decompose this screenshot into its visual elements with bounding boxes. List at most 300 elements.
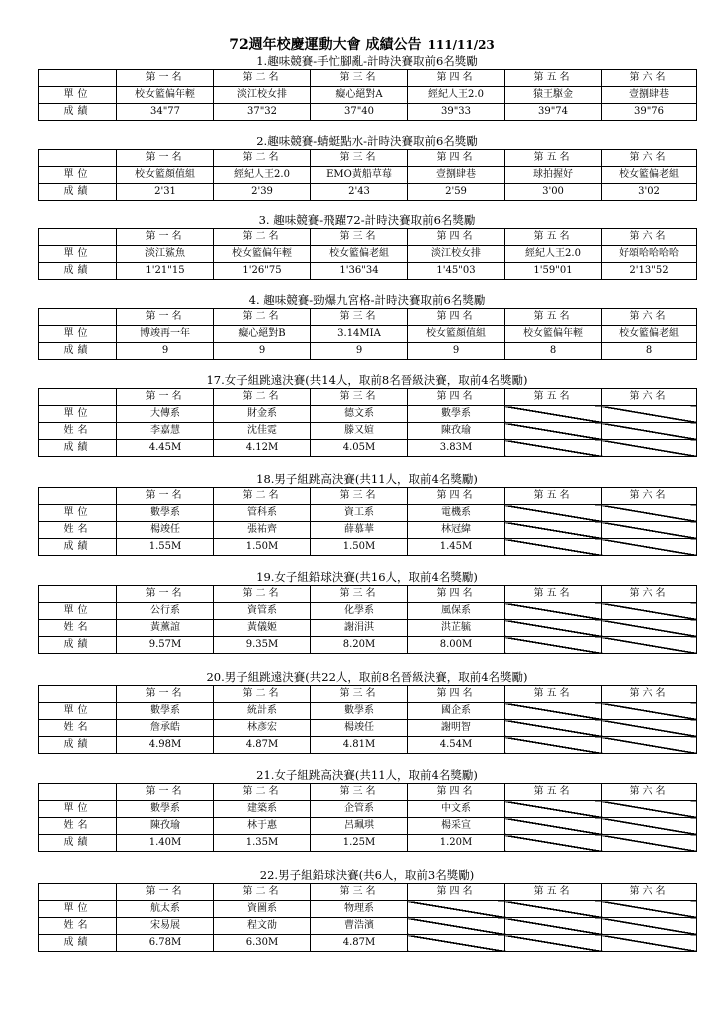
results-section — [38, 472, 696, 556]
rank-header: 第一名 — [117, 488, 214, 505]
table-row — [39, 737, 697, 754]
rank-header: 第一名 — [117, 309, 214, 326]
header-row — [39, 488, 697, 505]
result-cell: 數學系 — [117, 703, 214, 720]
result-cell: 猿王駆金 — [505, 87, 602, 104]
empty-cell — [505, 539, 602, 556]
result-cell: 6.78M — [117, 935, 214, 952]
result-cell: 校女籃顏值組 — [117, 167, 214, 184]
result-cell: 楊采宣 — [408, 818, 505, 835]
result-cell: 數學系 — [117, 801, 214, 818]
row-label: 成績 — [39, 737, 117, 754]
empty-cell — [505, 918, 602, 935]
section-title: 17.女子組跳遠決賽(共14人，取前8名晉級決賽，取前4名獎勵) — [206, 373, 528, 387]
table-row — [39, 818, 697, 835]
empty-cell — [602, 918, 697, 935]
row-label: 單位 — [39, 87, 117, 104]
result-cell: 校女籃偏年輕 — [117, 87, 214, 104]
row-label: 姓名 — [39, 423, 117, 440]
table-row — [39, 505, 697, 522]
rank-header: 第五名 — [505, 229, 602, 246]
header-row — [39, 784, 697, 801]
empty-cell — [505, 935, 602, 952]
result-cell: 9.35M — [214, 637, 311, 654]
result-cell: 2'39 — [214, 184, 311, 201]
rank-header: 第四名 — [408, 784, 505, 801]
result-cell: 謝明智 — [408, 720, 505, 737]
announcement-date: 111/11/23 — [427, 38, 495, 52]
rank-header: 第六名 — [602, 586, 697, 603]
result-cell: 李嘉慧 — [117, 423, 214, 440]
empty-cell — [602, 406, 697, 423]
result-cell: 1.55M — [117, 539, 214, 556]
result-cell: 3.83M — [408, 440, 505, 457]
header-row — [39, 70, 697, 87]
row-label: 成績 — [39, 104, 117, 121]
results-section — [38, 868, 696, 952]
rank-header: 第五名 — [505, 150, 602, 167]
result-cell: 1.50M — [214, 539, 311, 556]
result-cell: 球拍握好 — [505, 167, 602, 184]
rank-header: 第三名 — [311, 884, 408, 901]
table-row — [39, 343, 697, 360]
result-cell: 8.00M — [408, 637, 505, 654]
empty-cell — [505, 440, 602, 457]
result-cell: 壹捌肆巷 — [602, 87, 697, 104]
header-row — [39, 229, 697, 246]
section-title: 4. 趣味競賽-勁爆九宮格-計時決賽取前6名獎勵 — [248, 293, 486, 307]
header-row — [39, 150, 697, 167]
corner-cell — [39, 686, 117, 703]
result-cell: 國企系 — [408, 703, 505, 720]
section-title: 19.女子組鉛球決賽(共16人，取前4名獎勵) — [256, 570, 478, 584]
results-table — [38, 228, 697, 280]
section-title: 18.男子組跳高決賽(共11人，取前4名獎勵) — [256, 472, 478, 486]
result-cell: 林彥宏 — [214, 720, 311, 737]
results-section — [38, 670, 696, 754]
table-row — [39, 104, 697, 121]
section-title: 21.女子組跳高決賽(共11人，取前4名獎勵) — [256, 768, 478, 782]
rank-header: 第五名 — [505, 309, 602, 326]
table-row — [39, 901, 697, 918]
result-cell: 校女籃偏老組 — [311, 246, 408, 263]
rank-header: 第五名 — [505, 686, 602, 703]
result-cell: 淡江校女排 — [214, 87, 311, 104]
result-cell: 謝涓淇 — [311, 620, 408, 637]
result-cell: 4.81M — [311, 737, 408, 754]
rank-header: 第二名 — [214, 309, 311, 326]
result-cell: 4.87M — [214, 737, 311, 754]
result-cell: 中文系 — [408, 801, 505, 818]
row-label: 單位 — [39, 167, 117, 184]
row-label: 單位 — [39, 406, 117, 423]
result-cell: 1.35M — [214, 835, 311, 852]
result-cell: 數學系 — [408, 406, 505, 423]
empty-cell — [602, 703, 697, 720]
result-cell: 程文劭 — [214, 918, 311, 935]
rank-header: 第三名 — [311, 150, 408, 167]
row-label: 成績 — [39, 637, 117, 654]
result-cell: 壹捌肆巷 — [408, 167, 505, 184]
rank-header: 第四名 — [408, 309, 505, 326]
results-section — [38, 373, 696, 457]
rank-header: 第三名 — [311, 488, 408, 505]
row-label: 成績 — [39, 184, 117, 201]
result-cell: 數學系 — [311, 703, 408, 720]
result-cell: 8.20M — [311, 637, 408, 654]
result-cell: 1.45M — [408, 539, 505, 556]
rank-header: 第六名 — [602, 488, 697, 505]
table-row — [39, 539, 697, 556]
table-row — [39, 801, 697, 818]
header-row — [39, 884, 697, 901]
rank-header: 第四名 — [408, 70, 505, 87]
empty-cell — [505, 637, 602, 654]
result-cell: 黃儀姬 — [214, 620, 311, 637]
rank-header: 第四名 — [408, 686, 505, 703]
result-cell: 校女籃偏老組 — [602, 326, 697, 343]
result-cell: 37"40 — [311, 104, 408, 121]
result-cell: 8 — [602, 343, 697, 360]
corner-cell — [39, 229, 117, 246]
empty-cell — [505, 423, 602, 440]
result-cell: 39"33 — [408, 104, 505, 121]
table-row — [39, 835, 697, 852]
rank-header: 第一名 — [117, 150, 214, 167]
result-cell: 陳孜瑜 — [117, 818, 214, 835]
empty-cell — [408, 935, 505, 952]
table-row — [39, 263, 697, 280]
results-section — [38, 570, 696, 654]
result-cell: 校女籃顏值組 — [408, 326, 505, 343]
rank-header: 第五名 — [505, 586, 602, 603]
section-title: 1.趣味競賽-手忙腳亂-計時決賽取前6名獎勵 — [256, 54, 478, 68]
result-cell: 癡心絕對A — [311, 87, 408, 104]
result-cell: 好頌哈哈哈哈 — [602, 246, 697, 263]
result-cell: 宋易展 — [117, 918, 214, 935]
corner-cell — [39, 309, 117, 326]
result-cell: 大傳系 — [117, 406, 214, 423]
result-cell: 淡江鯊魚 — [117, 246, 214, 263]
result-cell: 電機系 — [408, 505, 505, 522]
result-cell: EMO黃船草莓 — [311, 167, 408, 184]
corner-cell — [39, 488, 117, 505]
section-title: 22.男子組鉛球決賽(共6人，取前3名獎勵) — [259, 868, 475, 882]
result-cell: 2'13"52 — [602, 263, 697, 280]
result-cell: 沈佳霓 — [214, 423, 311, 440]
table-row — [39, 184, 697, 201]
result-cell: 8 — [505, 343, 602, 360]
result-cell: 資管系 — [214, 603, 311, 620]
result-cell: 2'31 — [117, 184, 214, 201]
rank-header: 第三名 — [311, 389, 408, 406]
result-cell: 統計系 — [214, 703, 311, 720]
empty-cell — [602, 901, 697, 918]
results-table — [38, 388, 697, 457]
result-cell: 1.25M — [311, 835, 408, 852]
rank-header: 第二名 — [214, 150, 311, 167]
rank-header: 第一名 — [117, 586, 214, 603]
result-cell: 3.14MIA — [311, 326, 408, 343]
result-cell: 詹承皓 — [117, 720, 214, 737]
rank-header: 第五名 — [505, 884, 602, 901]
corner-cell — [39, 586, 117, 603]
result-cell: 淡江校女排 — [408, 246, 505, 263]
result-cell: 1'21"15 — [117, 263, 214, 280]
result-cell: 經紀人王2.0 — [408, 87, 505, 104]
result-cell: 財金系 — [214, 406, 311, 423]
results-section — [38, 293, 696, 360]
result-cell: 4.54M — [408, 737, 505, 754]
results-table — [38, 585, 697, 654]
result-cell: 4.12M — [214, 440, 311, 457]
result-cell: 1.50M — [311, 539, 408, 556]
result-cell: 3'02 — [602, 184, 697, 201]
rank-header: 第五名 — [505, 784, 602, 801]
result-cell: 呂珮琪 — [311, 818, 408, 835]
rank-header: 第一名 — [117, 784, 214, 801]
rank-header: 第三名 — [311, 229, 408, 246]
results-table — [38, 783, 697, 852]
table-row — [39, 406, 697, 423]
empty-cell — [602, 737, 697, 754]
empty-cell — [505, 603, 602, 620]
header-row — [39, 686, 697, 703]
rank-header: 第二名 — [214, 686, 311, 703]
result-cell: 34"77 — [117, 104, 214, 121]
rank-header: 第二名 — [214, 586, 311, 603]
result-cell: 楊竣任 — [117, 522, 214, 539]
empty-cell — [602, 603, 697, 620]
table-row — [39, 620, 697, 637]
rank-header: 第二名 — [214, 70, 311, 87]
result-cell: 4.05M — [311, 440, 408, 457]
empty-cell — [408, 918, 505, 935]
result-cell: 2'43 — [311, 184, 408, 201]
table-row — [39, 720, 697, 737]
rank-header: 第三名 — [311, 686, 408, 703]
rank-header: 第三名 — [311, 70, 408, 87]
rank-header: 第三名 — [311, 784, 408, 801]
result-cell: 經紀人王2.0 — [505, 246, 602, 263]
result-cell: 楊竣任 — [311, 720, 408, 737]
result-cell: 管科系 — [214, 505, 311, 522]
row-label: 成績 — [39, 343, 117, 360]
rank-header: 第一名 — [117, 686, 214, 703]
row-label: 單位 — [39, 801, 117, 818]
empty-cell — [505, 901, 602, 918]
empty-cell — [602, 720, 697, 737]
result-cell: 9 — [408, 343, 505, 360]
empty-cell — [602, 818, 697, 835]
result-cell: 風保系 — [408, 603, 505, 620]
rank-header: 第三名 — [311, 586, 408, 603]
result-cell: 校女籃偏年輕 — [505, 326, 602, 343]
corner-cell — [39, 150, 117, 167]
corner-cell — [39, 884, 117, 901]
result-cell: 滕又媗 — [311, 423, 408, 440]
empty-cell — [505, 737, 602, 754]
results-table — [38, 308, 697, 360]
table-row — [39, 167, 697, 184]
empty-cell — [602, 505, 697, 522]
table-row — [39, 246, 697, 263]
rank-header: 第一名 — [117, 884, 214, 901]
result-cell: 癡心絕對B — [214, 326, 311, 343]
empty-cell — [602, 801, 697, 818]
table-row — [39, 326, 697, 343]
results-table — [38, 69, 697, 121]
results-table — [38, 149, 697, 201]
table-row — [39, 440, 697, 457]
result-cell: 1'45"03 — [408, 263, 505, 280]
result-cell: 企管系 — [311, 801, 408, 818]
result-cell: 4.45M — [117, 440, 214, 457]
rank-header: 第六名 — [602, 784, 697, 801]
result-cell: 經紀人王2.0 — [214, 167, 311, 184]
section-title: 3. 趣味競賽-飛躍72-計時決賽取前6名獎勵 — [258, 213, 476, 227]
row-label: 姓名 — [39, 620, 117, 637]
result-cell: 資圖系 — [214, 901, 311, 918]
rank-header: 第二名 — [214, 488, 311, 505]
rank-header: 第二名 — [214, 884, 311, 901]
empty-cell — [602, 522, 697, 539]
result-cell: 曹浩濱 — [311, 918, 408, 935]
rank-header: 第一名 — [117, 229, 214, 246]
rank-header: 第三名 — [311, 309, 408, 326]
rank-header: 第五名 — [505, 389, 602, 406]
rank-header: 第二名 — [214, 229, 311, 246]
rank-header: 第二名 — [214, 389, 311, 406]
rank-header: 第一名 — [117, 70, 214, 87]
result-cell: 校女籃偏老組 — [602, 167, 697, 184]
table-row — [39, 918, 697, 935]
result-cell: 公行系 — [117, 603, 214, 620]
result-cell: 39"76 — [602, 104, 697, 121]
row-label: 姓名 — [39, 818, 117, 835]
result-cell: 37"32 — [214, 104, 311, 121]
results-table — [38, 487, 697, 556]
row-label: 單位 — [39, 703, 117, 720]
row-label: 單位 — [39, 505, 117, 522]
empty-cell — [505, 522, 602, 539]
result-cell: 1'26"75 — [214, 263, 311, 280]
result-cell: 9 — [117, 343, 214, 360]
result-cell: 德文系 — [311, 406, 408, 423]
table-row — [39, 522, 697, 539]
empty-cell — [505, 703, 602, 720]
empty-cell — [408, 901, 505, 918]
row-label: 姓名 — [39, 522, 117, 539]
empty-cell — [505, 818, 602, 835]
row-label: 單位 — [39, 326, 117, 343]
result-cell: 航太系 — [117, 901, 214, 918]
table-row — [39, 637, 697, 654]
header-row — [39, 309, 697, 326]
title-text: 72週年校慶運動大會 成績公告 — [229, 37, 422, 53]
result-cell: 化學系 — [311, 603, 408, 620]
rank-header: 第四名 — [408, 586, 505, 603]
table-row — [39, 87, 697, 104]
result-cell: 9 — [214, 343, 311, 360]
rank-header: 第四名 — [408, 150, 505, 167]
result-cell: 9.57M — [117, 637, 214, 654]
rank-header: 第二名 — [214, 784, 311, 801]
result-cell: 洪芷毓 — [408, 620, 505, 637]
result-cell: 林于惠 — [214, 818, 311, 835]
result-cell: 物理系 — [311, 901, 408, 918]
rank-header: 第六名 — [602, 686, 697, 703]
section-title: 2.趣味競賽-蜻蜓點水-計時決賽取前6名獎勵 — [256, 134, 478, 148]
rank-header: 第四名 — [408, 884, 505, 901]
result-cell: 4.87M — [311, 935, 408, 952]
result-cell: 黃薰誼 — [117, 620, 214, 637]
results-section — [38, 54, 696, 121]
empty-cell — [602, 620, 697, 637]
rank-header: 第六名 — [602, 70, 697, 87]
table-row — [39, 423, 697, 440]
rank-header: 第四名 — [408, 488, 505, 505]
result-cell: 1'59"01 — [505, 263, 602, 280]
result-cell: 資工系 — [311, 505, 408, 522]
empty-cell — [602, 935, 697, 952]
row-label: 成績 — [39, 835, 117, 852]
rank-header: 第六名 — [602, 150, 697, 167]
rank-header: 第四名 — [408, 229, 505, 246]
rank-header: 第六名 — [602, 229, 697, 246]
corner-cell — [39, 784, 117, 801]
results-table — [38, 883, 697, 952]
empty-cell — [505, 406, 602, 423]
result-cell: 薛慕華 — [311, 522, 408, 539]
corner-cell — [39, 70, 117, 87]
result-cell: 林冠緯 — [408, 522, 505, 539]
row-label: 成績 — [39, 935, 117, 952]
result-cell: 3'00 — [505, 184, 602, 201]
result-cell: 校女籃偏年輕 — [214, 246, 311, 263]
rank-header: 第五名 — [505, 70, 602, 87]
row-label: 單位 — [39, 246, 117, 263]
empty-cell — [602, 539, 697, 556]
row-label: 單位 — [39, 603, 117, 620]
empty-cell — [505, 835, 602, 852]
rank-header: 第四名 — [408, 389, 505, 406]
empty-cell — [602, 637, 697, 654]
corner-cell — [39, 389, 117, 406]
result-cell: 39"74 — [505, 104, 602, 121]
result-cell: 博竣再一年 — [117, 326, 214, 343]
table-row — [39, 935, 697, 952]
results-section — [38, 768, 696, 852]
result-cell: 6.30M — [214, 935, 311, 952]
table-row — [39, 703, 697, 720]
row-label: 成績 — [39, 263, 117, 280]
empty-cell — [505, 801, 602, 818]
section-title: 20.男子組跳遠決賽(共22人，取前8名晉級決賽，取前4名獎勵) — [206, 670, 528, 684]
empty-cell — [505, 505, 602, 522]
result-cell: 1'36"34 — [311, 263, 408, 280]
empty-cell — [602, 440, 697, 457]
row-label: 單位 — [39, 901, 117, 918]
row-label: 成績 — [39, 440, 117, 457]
rank-header: 第五名 — [505, 488, 602, 505]
result-cell: 4.98M — [117, 737, 214, 754]
result-cell: 1.40M — [117, 835, 214, 852]
results-section — [38, 134, 696, 201]
results-table — [38, 685, 697, 754]
result-cell: 9 — [311, 343, 408, 360]
rank-header: 第六名 — [602, 309, 697, 326]
